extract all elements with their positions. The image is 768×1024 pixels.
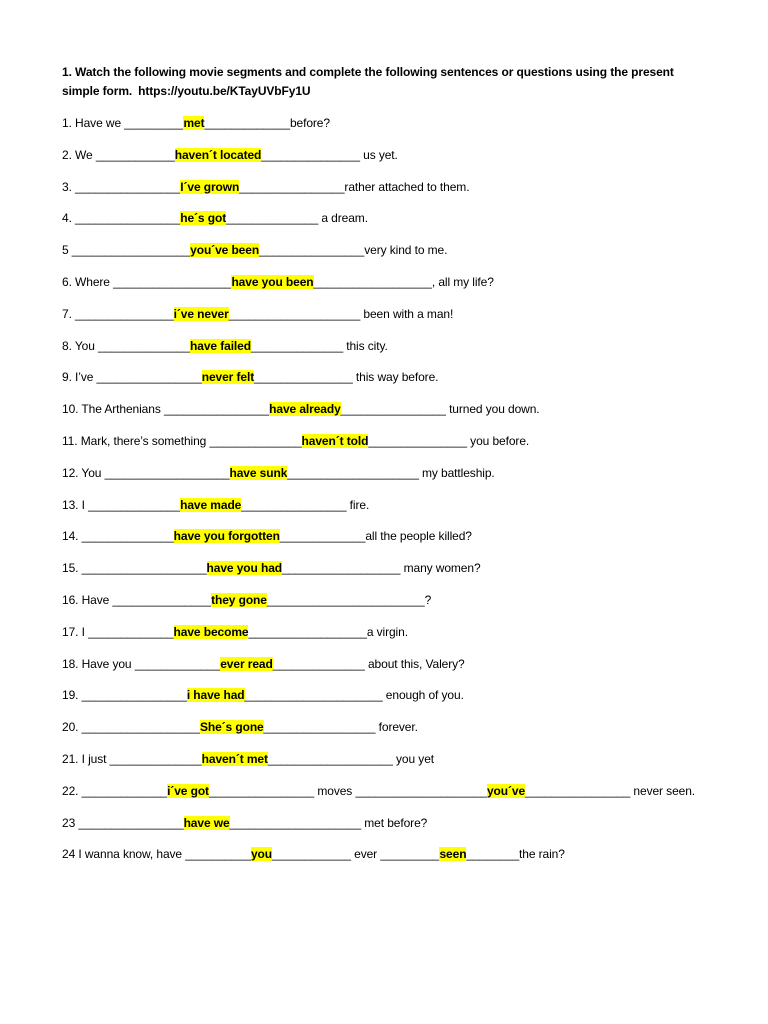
answer-highlight: you (250, 847, 273, 862)
sentence-text: 17. I _____________ (62, 624, 174, 639)
sentence-text: __________________ many women? (282, 561, 481, 576)
sentence-text: 13. I ______________ (62, 497, 181, 512)
answer-highlight: haven´t told (301, 433, 369, 448)
answer-highlight: seen (439, 847, 467, 862)
sentence-text: ____________________ met before? (229, 815, 428, 830)
sentence-text: ________the rain? (466, 847, 565, 862)
instruction-text: 1. Watch the following movie segments and complete the following sentences or questions using the present simple form. (62, 65, 674, 98)
answer-highlight: have we (183, 815, 230, 830)
answer-highlight: ever read (220, 656, 273, 671)
sentence-text: _____________________ enough of you. (244, 688, 464, 703)
sentence-text: 18. Have you _____________ (62, 656, 221, 671)
answer-highlight: She´s gone (199, 720, 264, 735)
sentence-text: ___________________ you yet (267, 751, 435, 766)
answer-highlight: i´ve got (167, 783, 209, 798)
sentence-text: _____________all the people killed? (279, 529, 472, 544)
sentence-text: 4. ________________ (62, 211, 181, 226)
exercise-item (62, 337, 722, 369)
exercise-item (62, 273, 722, 305)
answer-highlight: have sunk (229, 465, 288, 480)
exercise-item (62, 559, 722, 591)
sentence-text: ____________ ever _________ (272, 847, 440, 862)
exercise-item (62, 241, 722, 273)
sentence-text: ____________________ been with a man! (228, 306, 454, 321)
sentence-text: 16. Have _______________ (62, 592, 212, 607)
answer-highlight: they gone (211, 592, 267, 607)
sentence-text: __________________, all my life? (313, 274, 494, 289)
exercise-instructions (62, 63, 712, 101)
exercise-item (62, 655, 722, 687)
answer-highlight: have you had (206, 561, 283, 576)
exercise-item (62, 814, 722, 846)
sentence-text: ____________________ my battleship. (287, 465, 495, 480)
exercise-item (62, 146, 722, 178)
exercise-item (62, 464, 722, 496)
exercise-item (62, 368, 722, 400)
sentence-text: 5 __________________ (62, 243, 191, 258)
answer-highlight: haven´t located (174, 147, 262, 162)
sentence-text: ________________rather attached to them. (239, 179, 470, 194)
exercise-item (62, 686, 722, 718)
sentence-text: _________________ forever. (263, 720, 418, 735)
answer-highlight: have made (180, 497, 242, 512)
answer-highlight: i´ve never (173, 306, 229, 321)
video-link[interactable]: https://youtu.be/KTayUVbFy1U (138, 84, 311, 98)
answer-highlight: i have had (186, 688, 245, 703)
sentence-text: 19. ________________ (62, 688, 187, 703)
sentence-text: 7. _______________ (62, 306, 174, 321)
answer-highlight: he´s got (180, 211, 227, 226)
sentence-text: ______________ a dream. (226, 211, 368, 226)
exercise-item (62, 845, 722, 877)
answer-highlight: have you been (231, 274, 314, 289)
answer-highlight: have already (269, 402, 341, 417)
exercise-list (62, 114, 722, 877)
exercise-item (62, 527, 722, 559)
exercise-item (62, 114, 722, 146)
exercise-item (62, 496, 722, 528)
exercise-item (62, 432, 722, 464)
answer-highlight: have failed (190, 338, 251, 353)
sentence-text: 11. Mark, there’s something ______________ (62, 433, 302, 448)
sentence-text: ________________ fire. (241, 497, 370, 512)
sentence-text: 14. ______________ (62, 529, 174, 544)
answer-highlight: you´ve (486, 783, 526, 798)
sentence-text: 10. The Arthenians ________________ (62, 402, 270, 417)
sentence-text: 1. Have we _________ (62, 116, 184, 130)
sentence-text: 2. We ____________ (62, 147, 175, 162)
sentence-text: 21. I just ______________ (62, 751, 202, 766)
answer-highlight: have become (173, 624, 249, 639)
answer-highlight: haven´t met (201, 751, 268, 766)
sentence-text: ________________ turned you down. (340, 402, 540, 417)
exercise-item (62, 305, 722, 337)
sentence-text: 23 ________________ (62, 815, 184, 830)
exercise-item (62, 400, 722, 432)
sentence-text: 20. __________________ (62, 720, 200, 735)
sentence-text: 6. Where __________________ (62, 274, 232, 289)
sentence-text: ________________ moves ____________________ (208, 783, 487, 798)
answer-highlight: have you forgotten (173, 529, 280, 544)
sentence-text: __________________a virgin. (248, 624, 408, 639)
sentence-text: ________________________? (266, 592, 432, 607)
answer-highlight: you´ve been (190, 243, 260, 258)
sentence-text: 24 I wanna know, have __________ (62, 847, 251, 862)
answer-highlight: I´ve grown (180, 179, 240, 194)
exercise-item (62, 750, 722, 782)
sentence-text: _______________ you before. (368, 433, 530, 448)
sentence-text: 8. You ______________ (62, 338, 191, 353)
sentence-text: ________________very kind to me. (259, 243, 448, 258)
sentence-text: 12. You ___________________ (62, 465, 230, 480)
exercise-item (62, 623, 722, 655)
exercise-item (62, 178, 722, 210)
sentence-text: _____________before? (204, 116, 330, 130)
exercise-item (62, 591, 722, 623)
answer-highlight: never felt (201, 370, 255, 385)
sentence-text: 9. I’ve ________________ (62, 370, 202, 385)
sentence-text: _______________ this way before. (254, 370, 439, 385)
exercise-item (62, 209, 722, 241)
answer-highlight: met (183, 116, 205, 130)
sentence-text: 15. ___________________ (62, 561, 207, 576)
sentence-text: 3. ________________ (62, 179, 181, 194)
sentence-text: ________________ never seen. (525, 783, 696, 798)
exercise-item (62, 718, 722, 750)
sentence-text: ______________ about this, Valery? (272, 656, 465, 671)
sentence-text: 22. _____________ (62, 783, 168, 798)
sentence-text: _______________ us yet. (261, 147, 398, 162)
exercise-item (62, 782, 722, 814)
sentence-text: ______________ this city. (250, 338, 388, 353)
